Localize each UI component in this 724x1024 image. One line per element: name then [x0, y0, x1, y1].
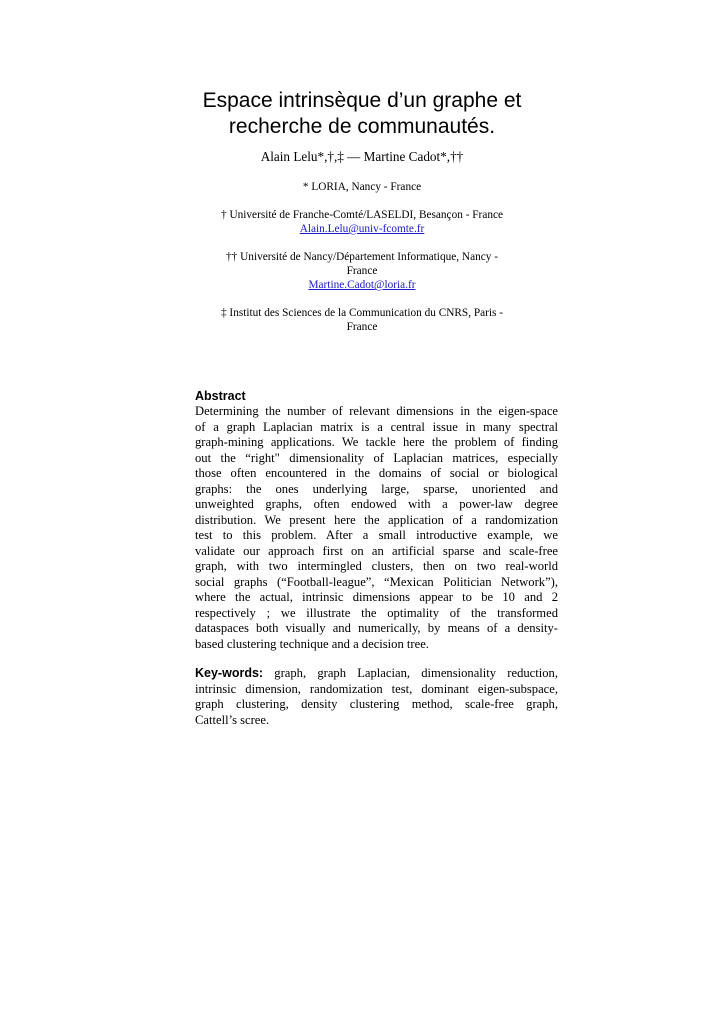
abstract-line: of a graph Laplacian matrix is a central issue in many spectral [195, 419, 558, 434]
keywords-line [195, 666, 558, 682]
abstract-line: graph, with two intermingled clusters, then on two real-world [195, 559, 558, 573]
title-line-1: Espace intrinsèque d’un graphe et [202, 89, 522, 112]
affiliation-line: † Université de Franche-Comté/LASELDI, Besançon - France [220, 209, 504, 221]
abstract-line: dataspaces both visually and numerically, by means of a density- [195, 621, 558, 635]
abstract-line: social graphs (“Football-league”, “Mexican Politician Network”), [195, 574, 558, 589]
abstract-line: Determining the number of relevant dimensions in the eigen-space [195, 404, 558, 418]
email-link-lelu[interactable]: Alain.Lelu@univ-fcomte.fr [299, 223, 425, 235]
affiliation-franche-comte [0, 208, 724, 236]
affiliation-line: ‡ Institut des Sciences de la Communication du CNRS, Paris - [220, 307, 504, 319]
abstract-heading: Abstract [195, 389, 246, 403]
abstract-line: based clustering technique and a decision tree. [195, 636, 429, 651]
affiliation-line: * LORIA, Nancy - France [302, 181, 422, 193]
abstract-text [195, 404, 558, 652]
email-link-cadot[interactable]: Martine.Cadot@loria.fr [308, 279, 416, 291]
abstract-line: test to this problem. After a small introductive example, we [195, 528, 558, 542]
abstract-line: those often encountered in the domains of social or biological [195, 466, 558, 480]
title-line-2: recherche de communautés. [228, 115, 496, 138]
affiliation-line: †† Université de Nancy/Département Informatique, Nancy - [226, 251, 498, 263]
keywords-label: Key-words: [195, 666, 264, 680]
abstract-line: out the “right" dimensionality of Laplacian matrices, especially [195, 450, 558, 465]
affiliation-nancy [0, 250, 724, 292]
keywords-line: graph clustering, density clustering method, scale-free graph, [195, 697, 558, 711]
affiliation-cnrs [0, 306, 724, 334]
affiliation-line: France [346, 321, 378, 333]
affiliation-loria [0, 180, 724, 194]
keywords-section [195, 666, 558, 728]
keywords-text: graph, graph Laplacian, dimensionality reduction, [263, 666, 558, 680]
keywords-line: Cattell’s scree. [195, 712, 270, 727]
author-list: Alain Lelu*,†,‡ — Martine Cadot*,†† [260, 149, 464, 164]
affiliation-line: France [346, 265, 378, 277]
abstract-line: respectively ; we illustrate the optimality of the transformed [195, 605, 558, 620]
paper-title [0, 88, 724, 140]
abstract-line: distribution. We present here the application of a randomization [195, 512, 558, 527]
abstract-line: graphs: the ones underlying large, sparse, unoriented and [195, 481, 558, 496]
abstract-line: validate our approach first on an artificial sparse and scale-free [195, 543, 558, 558]
abstract-line: unweighted graphs, often endowed with a power-law degree [195, 497, 558, 511]
abstract-line: graph-mining applications. We tackle here the problem of finding [195, 435, 558, 449]
abstract-line: where the actual, intrinsic dimensions appear to be 10 and 2 [195, 590, 558, 604]
keywords-line: intrinsic dimension, randomization test, dominant eigen-subspace, [195, 681, 558, 696]
